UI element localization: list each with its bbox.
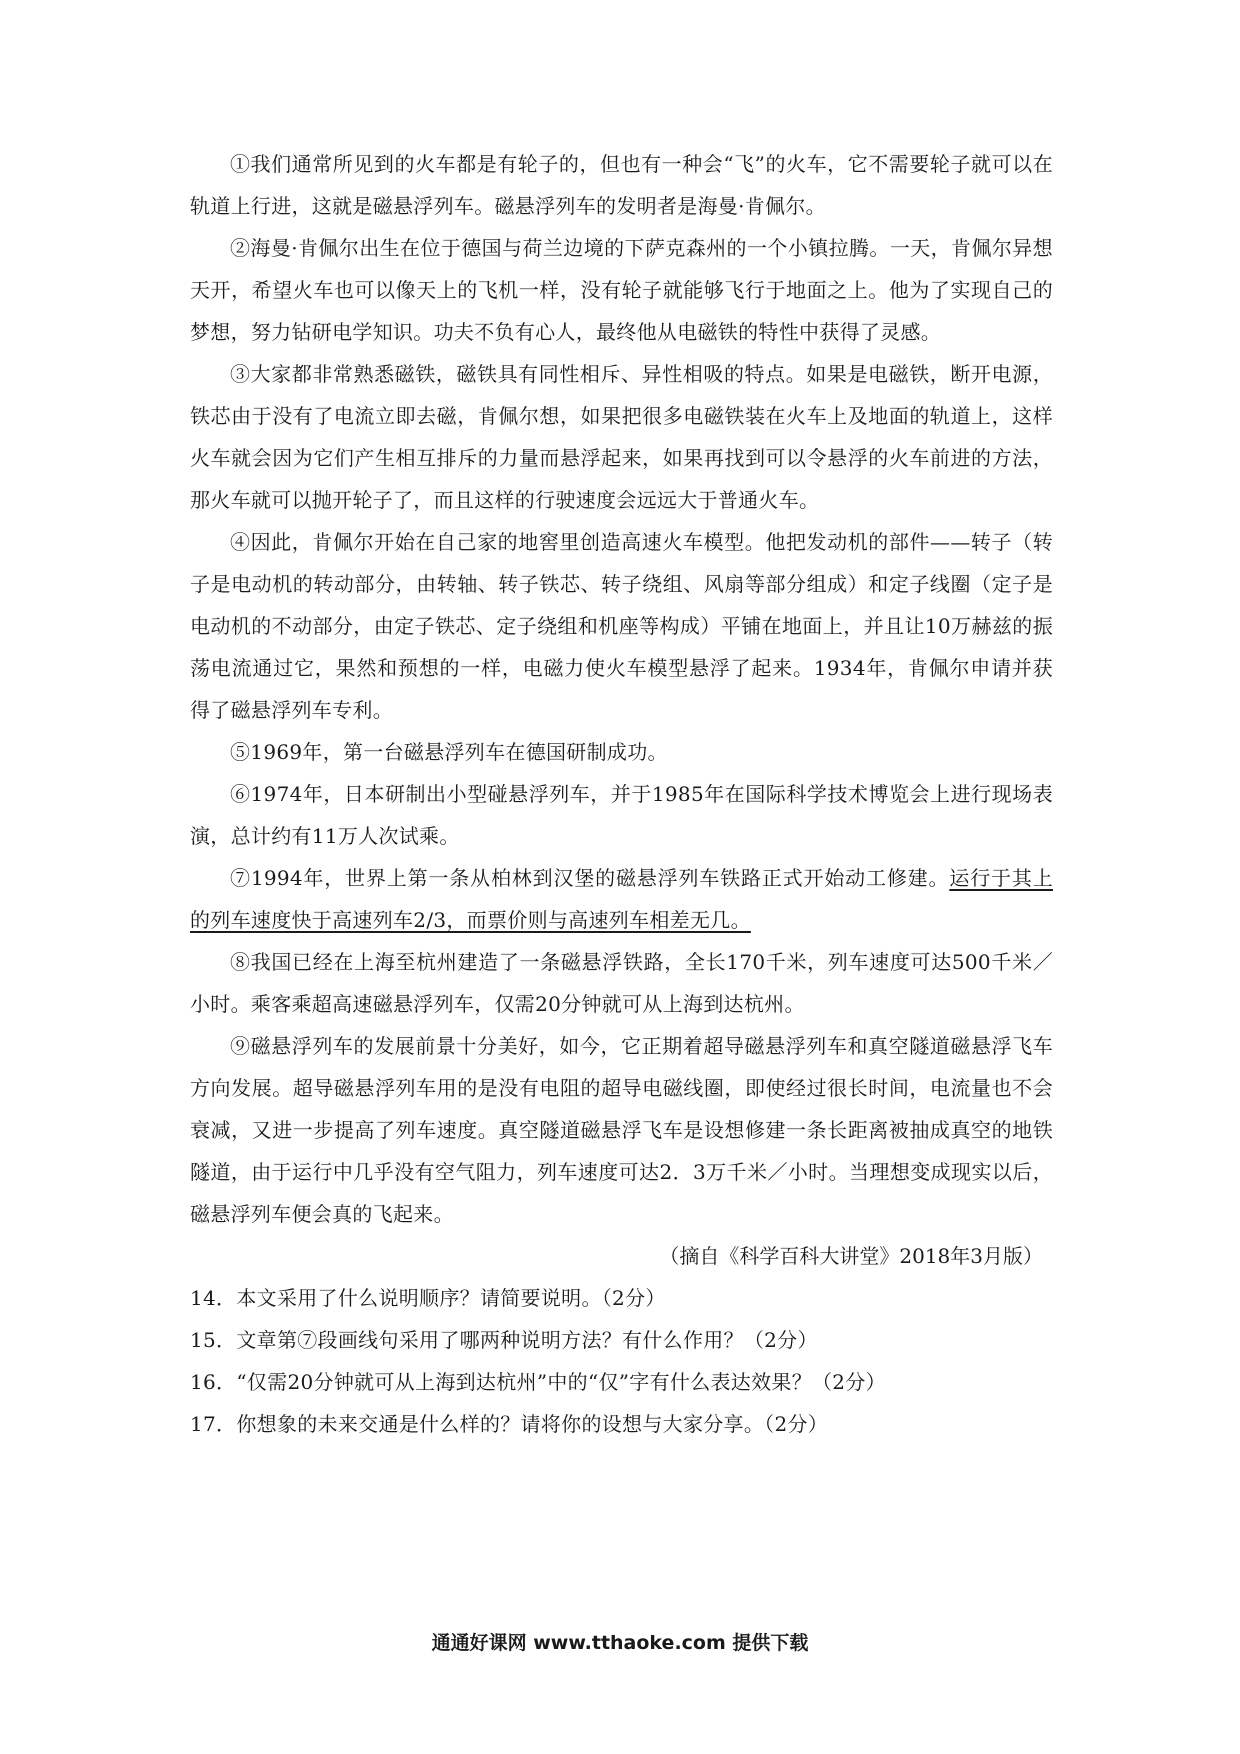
question-16: 16．“仅需20分钟就可从上海到达杭州”中的“仅”字有什么表达效果？（2分） (190, 1370, 886, 1394)
article-body (190, 143, 1053, 1445)
paragraph-3: ③大家都非常熟悉磁铁，磁铁具有同性相斥、异性相吸的特点。如果是电磁铁，断开电源，铁芯由于没有了电流立即去磁，肯佩尔想，如果把很多电磁铁装在火车上及地面的轨道上，这样火车就会因为它们产生相互排斥的力量而悬浮起来，如果再找到可以令悬浮的火车前进的方法，那火车就可以抛开轮子了，而且这样的行驶速度会远远大于普通火车。 (190, 362, 1053, 512)
paragraph-2: ②海曼·肯佩尔出生在位于德国与荷兰边境的下萨克森州的一个小镇拉腾。一天，肯佩尔异想天开，希望火车也可以像天上的飞机一样，没有轮子就能够飞行于地面之上。他为了实现自己的梦想，努力钻研电学知识。功夫不负有心人，最终他从电磁铁的特性中获得了灵感。 (190, 236, 1053, 344)
paragraph-8: ⑧我国已经在上海至杭州建造了一条磁悬浮铁路，全长170千米，列车速度可达500千米／小时。乘客乘超高速磁悬浮列车，仅需20分钟就可从上海到达杭州。 (190, 950, 1053, 1016)
source-citation: （摘自《科学百科大讲堂》2018年3月版） (659, 1244, 1043, 1268)
paragraph-6: ⑥1974年，日本研制出小型碰悬浮列车，并于1985年在国际科学技术博览会上进行现场表演，总计约有11万人次试乘。 (190, 782, 1053, 848)
paragraph-4: ④因此，肯佩尔开始在自己家的地窖里创造高速火车模型。他把发动机的部件——转子（转子是电动机的转动部分，由转轴、转子铁芯、转子绕组、风扇等部分组成）和定子线圈（定子是电动机的不动部分，由定子铁芯、定子绕组和机座等构成）平铺在地面上，并且让10万赫兹的振荡电流通过它，果然和预想的一样，电磁力使火车模型悬浮了起来。1934年，肯佩尔申请并获得了磁悬浮列车专利。 (190, 530, 1053, 722)
paragraph-7 (190, 857, 1053, 941)
question-15: 15．文章第⑦段画线句采用了哪两种说明方法？有什么作用？（2分） (190, 1328, 818, 1352)
question-17: 17．你想象的未来交通是什么样的？请将你的设想与大家分享。（2分） (190, 1412, 829, 1436)
paragraph-9: ⑨磁悬浮列车的发展前景十分美好，如今，它正期着超导磁悬浮列车和真空隧道磁悬浮飞车方向发展。超导磁悬浮列车用的是没有电阻的超导电磁线圈，即使经过很长时间，电流量也不会衰减，又进一步提高了列车速度。真空隧道磁悬浮飞车是设想修建一条长距离被抽成真空的地铁隧道，由于运行中几乎没有空气阻力，列车速度可达2．3万千米／小时。当理想变成现实以后，磁悬浮列车便会真的飞起来。 (190, 1034, 1053, 1226)
paragraph-1: ①我们通常所见到的火车都是有轮子的，但也有一种会“飞”的火车，它不需要轮子就可以在轨道上行进，这就是磁悬浮列车。磁悬浮列车的发明者是海曼·肯佩尔。 (190, 152, 1053, 218)
footer-credit: 通通好课网 www.tthaoke.com 提供下载 (431, 1632, 809, 1654)
question-14: 14．本文采用了什么说明顺序？请简要说明。（2分） (190, 1286, 666, 1310)
paragraph-7-text: ⑦1994年，世界上第一条从柏林到汉堡的磁悬浮列车铁路正式开始动工修建。 (230, 866, 950, 890)
underlined-sentence: 运行于其上的列车速度快于高速列车2/3，而票价则与高速列车相差无几。 (190, 866, 1053, 932)
question-list (190, 1277, 1053, 1445)
paragraph-5: ⑤1969年，第一台磁悬浮列车在德国研制成功。 (230, 740, 668, 764)
